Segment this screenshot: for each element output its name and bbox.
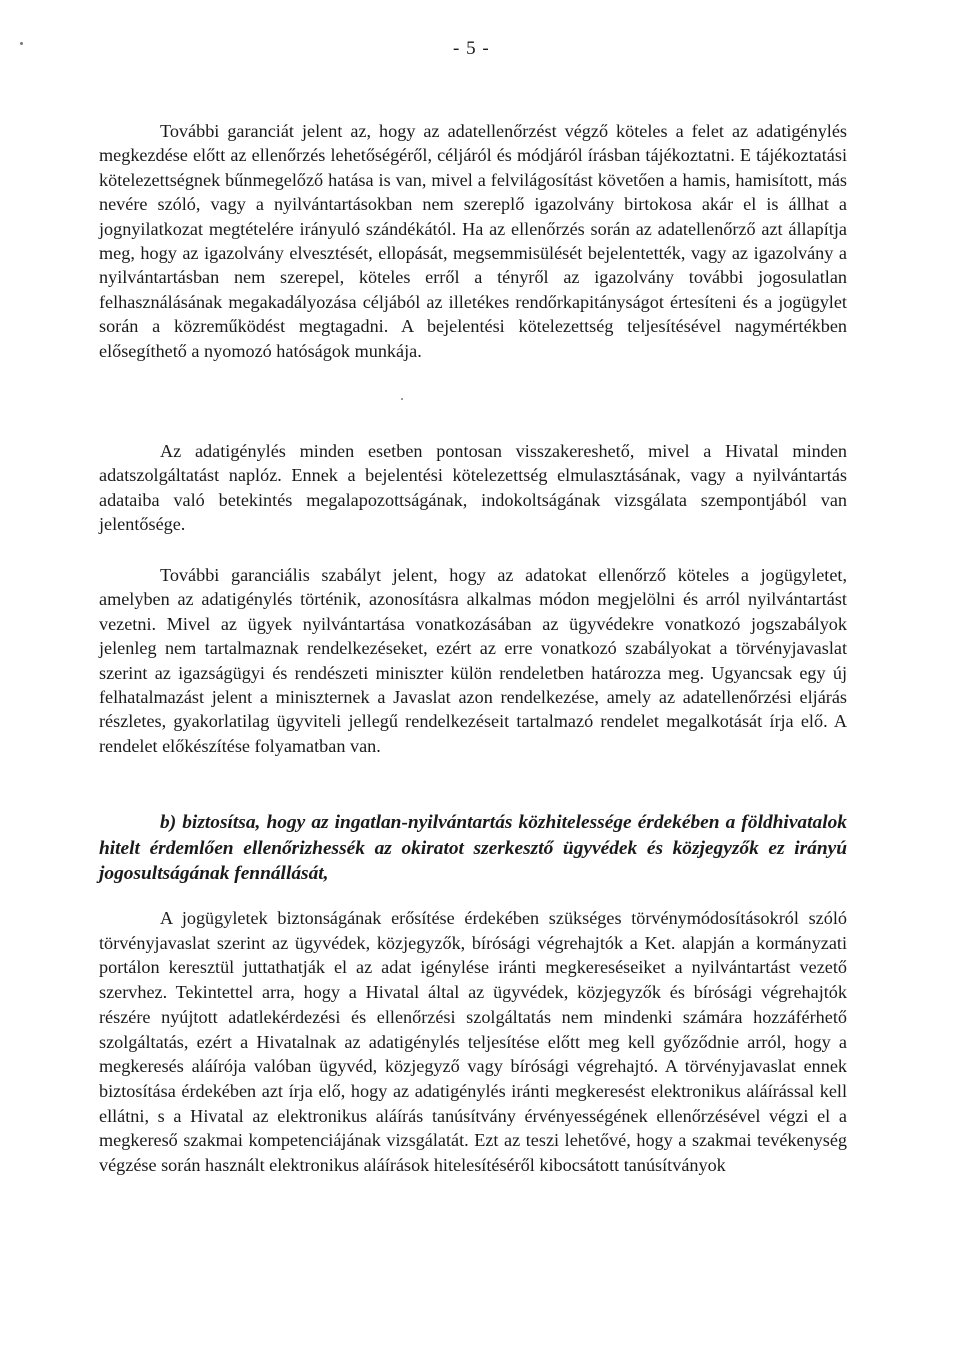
paragraph-logging [99,439,847,537]
paragraph-text: További garanciát jelent az, hogy az adatellenőrzést végző köteles a felet az adatigénylés megkezdése előtt az ellenőrzés lehetőségéről, céljáról és módjáról írásban tájékoztatni. E tájékoztatási kötelezettségnek bűnmegelőző hatása is van, mivel a felvilágosítást követően a hamis, hamisított, más nevére szóló, vagy a nyilvántartásokban nem szereplő igazolvány birtokosa akár el is állhat a jognyilatkozat megtételére irányuló szándékától. Ha az ellenőrzés során az adatellenőrző azt állapítja meg, hogy az igazolvány elvesztését, ellopását, megsemmisülését bejelentették, vagy az igazolvány a nyilvántartásban nem szerepel, köteles erről a tényről az igazolvány további jogosulatlan felhasználásának megakadályozása céljából az illetékes rendőrkapitányságot értesíteni és a jogügylet során a közreműködést megtagadni. A bejelentési kötelezettség teljesítésével nagymértékben elősegíthető a nyomozó hatóságok munkája. [99,121,847,361]
paragraph-text: Az adatigénylés minden esetben pontosan visszakereshető, mivel a Hivatal minden adatszolgáltatást naplóz. Ennek a bejelentési kötelezettség elmulasztásának, vagy a nyilvántartás adataiba való betekintés megalapozottságának, indokoltságának vizsgálata szempontjából van jelentősége. [99,441,847,535]
paragraph-verification-guarantee [99,119,847,363]
paragraph-text: A jogügyletek biztonságának erősítése érdekében szükséges törvénymódosításokról szóló törvényjavaslat szerint az ügyvédek, közjegyzők, bírósági végrehajtók a Ket. alapján a kormányzati portálon keresztül juttathatják el az adat igénylése iránti megkereséseiket a nyilvántartást vezető szervhez. Tekintettel arra, hogy a Hivatal által az ügyvédek, közjegyzők és bírósági végrehajtók részére nyújtott adatlekérdezési és ellenőrzési szolgáltatás nem mindenki számára hozzáférhető szolgáltatás, ezért a Hivatalnak az adatigénylés teljesítése előtt meg kell győződnie arról, hogy a megkeresés aláírója valóban ügyvéd, közjegyző vagy bírósági végrehajtó. A törvényjavaslat ennek biztosítása érdekében azt írja elő, hogy az adatigénylés iránti megkeresést elektronikus aláírással kell ellátni, s a Hivatal az elektronikus aláírás tanúsítvány érvényességének ellenőrzésével végzi el a megkereső szakmai kompetenciájának vizsgálatát. Ezt az teszi lehetővé, hogy a szakmai tevékenység végzése során használt elektronikus aláírások hitelesítéséről kibocsátott tanúsítványok [99,908,847,1176]
paragraph-electronic-signature [99,906,847,1178]
heading-text: b) biztosítsa, hogy az ingatlan-nyilvántartás közhitelessége érdekében a földhivatalok hitelt érdemlően ellenőrizhessék az okiratot szerkesztő ügyvédek és közjegyzők ez irányú jogosultságának fennállását, [99,812,847,884]
paragraph-register-keeping [99,563,847,758]
section-heading-b [99,810,847,887]
paragraph-text: További garanciális szabályt jelent, hogy az adatokat ellenőrző köteles a jogügyletet, amelyben az adatigénylés történik, azonosításra alkalmas módon megjelölni és arról nyilvántartást vezetni. Mivel az ügyek nyilvántartása vonatkozásában az ügyvédekre vonatkozó jogszabályok jelenleg nem tartalmaznak rendelkezéseket, ezért az erre vonatkozó szabályokat a törvényjavaslat szerint az igazságügyi és rendészeti miniszter külön rendeletben határozza meg. Ugyancsak egy új felhatalmazást jelent a miniszternek a Javaslat azon rendelkezése, amely az adatellenőrzési eljárás részletes, gyakorlatilag ügyviteli jellegű rendelkezéseit tartalmazó rendelet megalkotását írja elő. A rendelet előkészítése folyamatban van. [99,565,847,756]
page-number: - 5 - [453,38,490,59]
scan-speck [401,398,403,400]
scan-speck [20,42,23,45]
